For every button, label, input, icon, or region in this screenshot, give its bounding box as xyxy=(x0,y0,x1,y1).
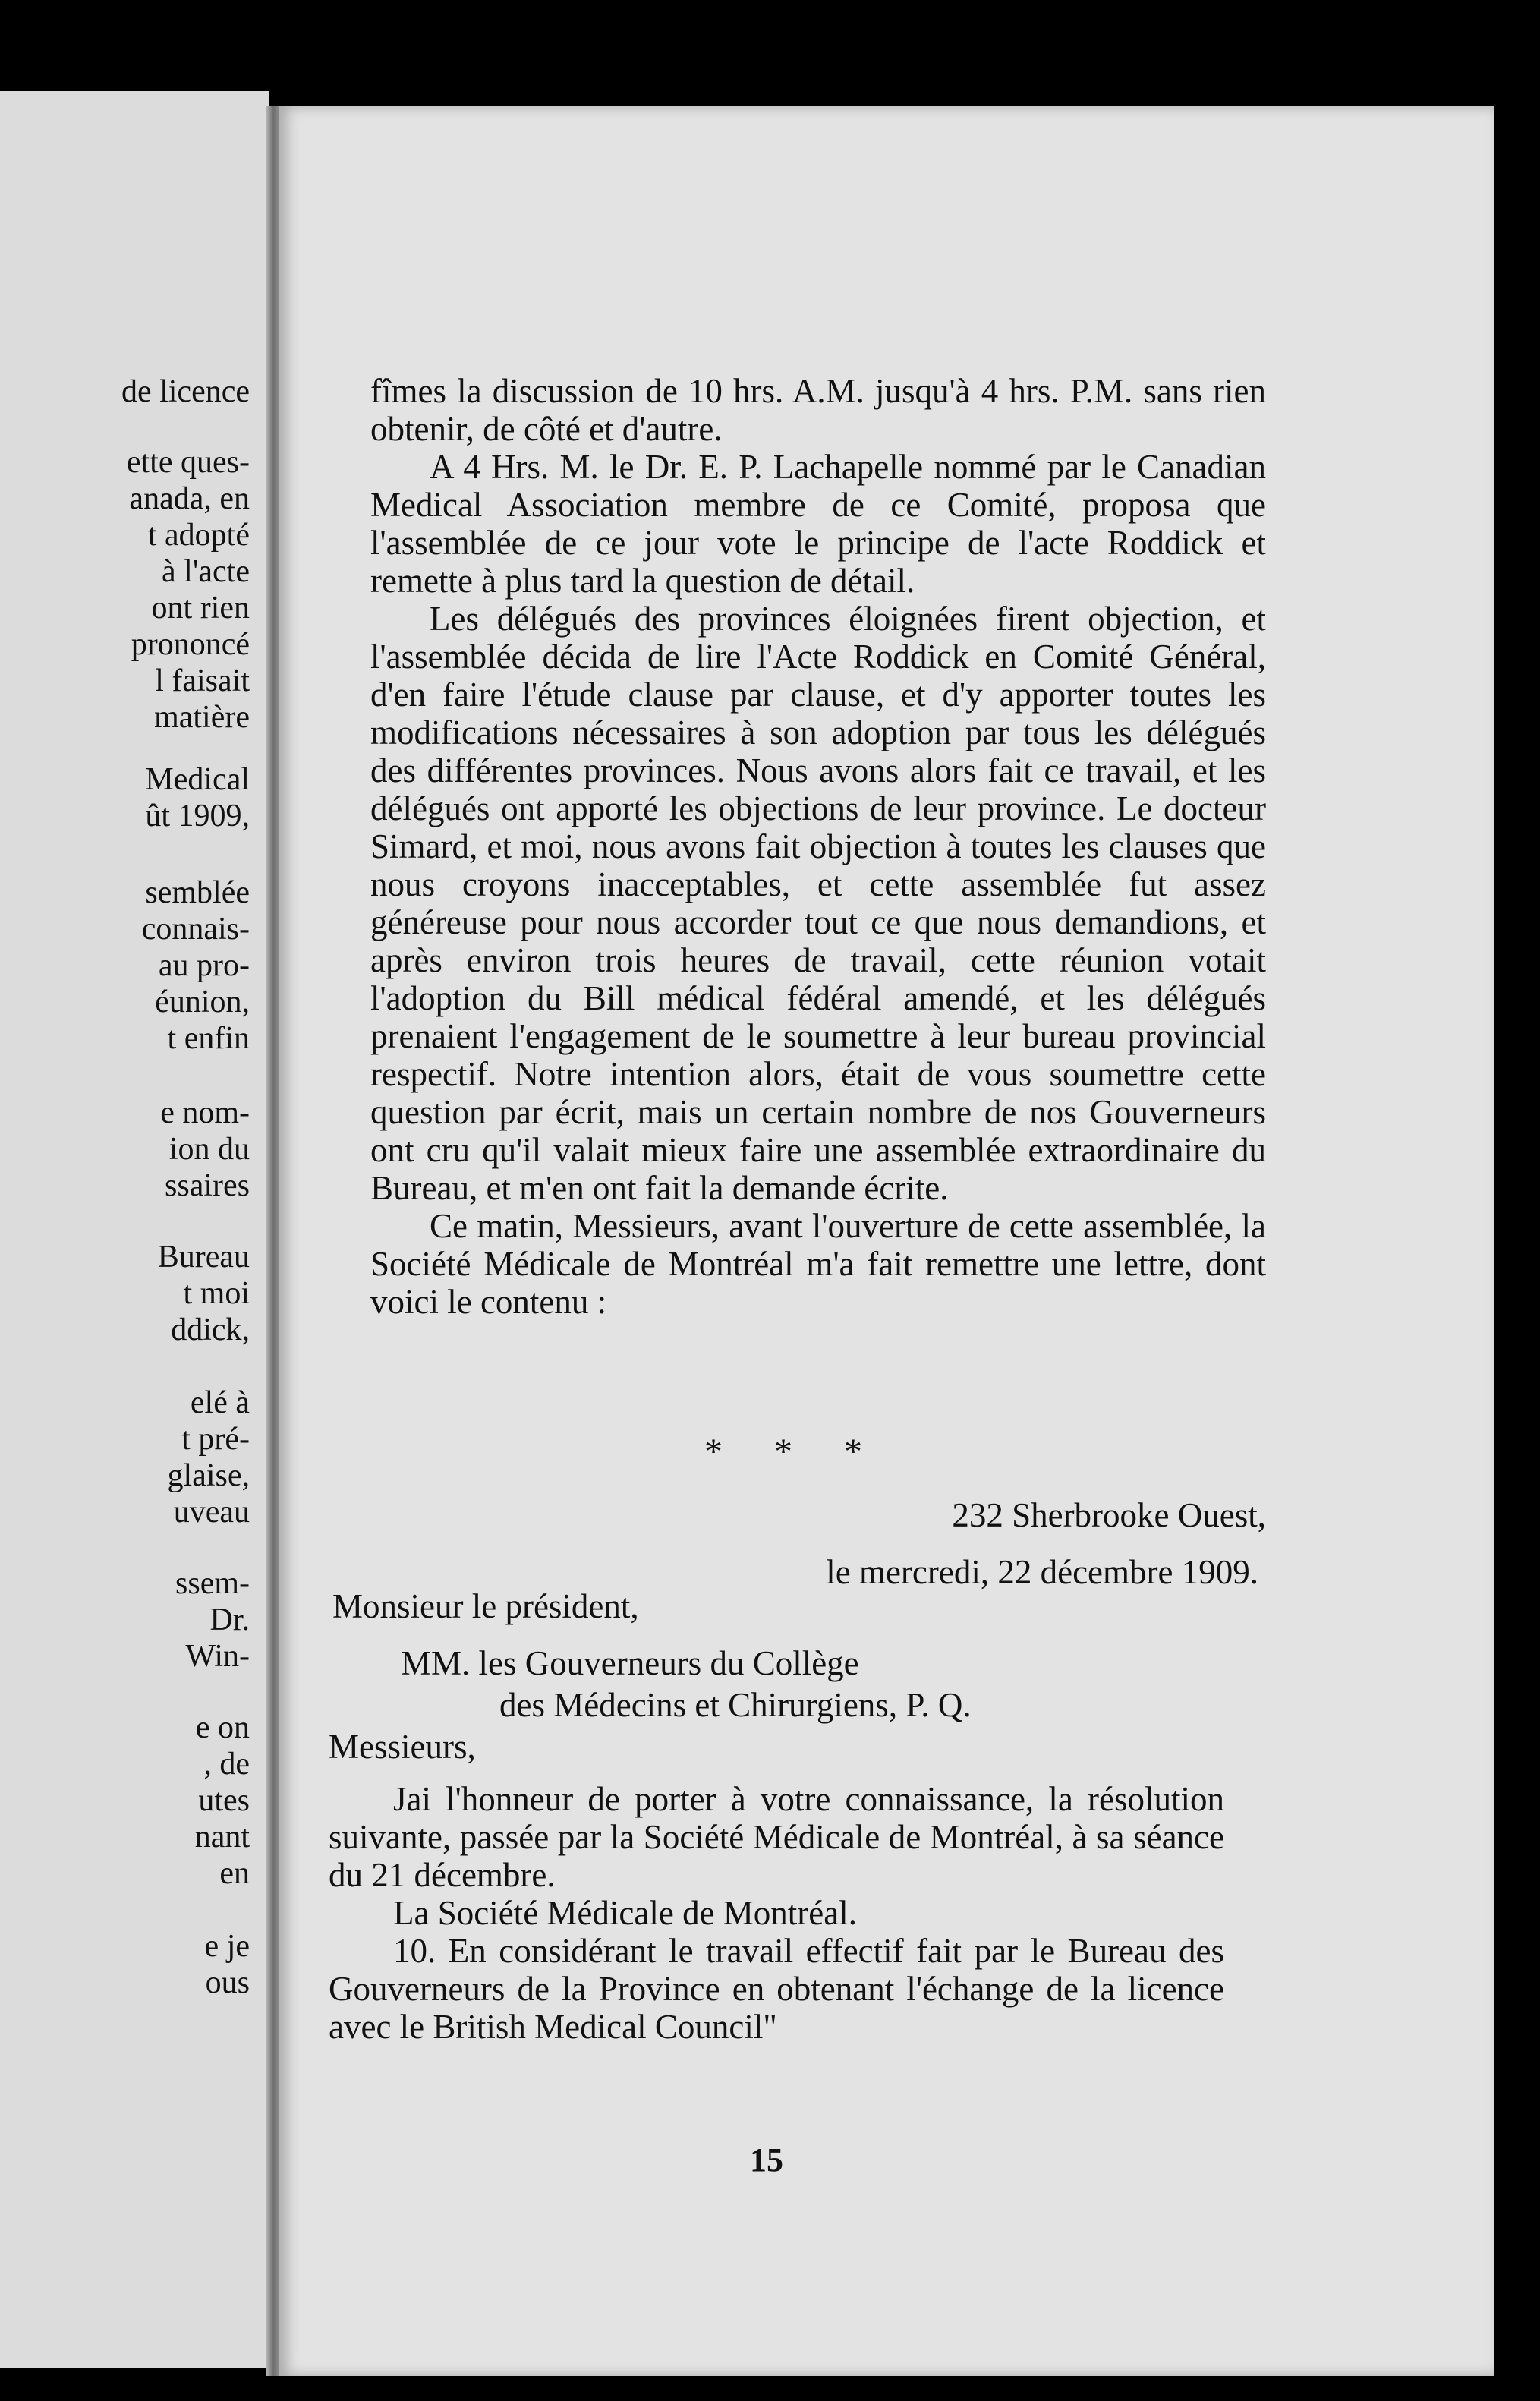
letter-date: le mercredi, 22 décembre 1909. xyxy=(826,1553,1258,1591)
paragraph: A 4 Hrs. M. le Dr. E. P. Lachapelle nommé par le Canadian Medical Association membre de ce Comité, proposa que l'assemblée de ce jour vote le principe de l'acte Roddick et remette à plus tard la question de détail. xyxy=(370,448,1266,600)
left-fragment: glaise, xyxy=(167,1458,250,1493)
left-fragment: anada, en xyxy=(129,481,250,516)
letter-greeting: Messieurs, xyxy=(329,1728,476,1766)
left-fragment: t enfin xyxy=(167,1021,250,1056)
page-number: 15 xyxy=(750,2141,783,2179)
left-fragment: semblée xyxy=(145,875,250,910)
left-fragment: e nom- xyxy=(160,1095,250,1130)
left-fragment: t pré- xyxy=(181,1422,250,1457)
letter-salutation: Monsieur le président, xyxy=(332,1587,639,1625)
left-fragment: t adopté xyxy=(147,518,250,553)
letter-recipient: MM. les Gouverneurs du Collège xyxy=(401,1644,859,1682)
left-fragment: connais- xyxy=(141,912,250,947)
left-fragment: uveau xyxy=(173,1495,250,1530)
left-fragment: elé à xyxy=(190,1385,250,1420)
left-fragment: ous xyxy=(205,1965,250,2000)
left-fragment: au pro- xyxy=(158,948,250,983)
left-fragment: t moi xyxy=(183,1276,250,1311)
left-fragment: l faisait xyxy=(155,663,250,698)
letter-recipient: des Médecins et Chirurgiens, P. Q. xyxy=(499,1686,972,1724)
left-fragment: e je xyxy=(204,1929,250,1964)
letter-body xyxy=(329,1780,1224,2046)
left-fragment: ssaires xyxy=(165,1168,250,1203)
left-fragment: Dr. xyxy=(209,1602,250,1637)
left-fragment: ût 1909, xyxy=(145,799,250,833)
left-fragment: ont rien xyxy=(151,591,250,625)
left-fragment: prononcé xyxy=(131,627,250,662)
left-fragment: en xyxy=(219,1856,250,1891)
left-fragment: Bureau xyxy=(157,1240,250,1275)
paragraph: Les délégués des provinces éloignées firent objection, et l'assemblée décida de lire l'Acte Roddick en Comité Général, d'en faire l'étude clause par clause, et d'y apporter toutes les modifications nécessaires à son adoption par tous les délégués des différentes provinces. Nous avons alors fait ce travail, et les délégués ont apporté les objections de leur province. Le docteur Simard, et moi, nous avons fait objection à toutes les clauses que nous croyons inacceptables, et cette assemblée fut assez généreuse pour nous accorder tout ce que nous demandions, et après environ trois heures de travail, cette réunion votait l'adoption du Bill médical fédéral amendé, et les délégués prenaient l'engagement de le soumettre à leur bureau provincial respectif. Notre intention alors, était de vous soumettre cette question par écrit, mais un certain nombre de nos Gouverneurs ont cru qu'il valait mieux faire une assemblée extraordinaire du Bureau, et m'en ont fait la demande écrite. xyxy=(370,600,1266,1207)
left-fragment: ddick, xyxy=(171,1312,250,1347)
paragraph: 10. En considérant le travail effectif fait par le Bureau des Gouverneurs de la Province en obtenant l'échange de la licence avec le British Medical Council" xyxy=(329,1932,1224,2046)
left-fragment: Win- xyxy=(185,1639,250,1674)
paragraph: La Société Médicale de Montréal. xyxy=(393,1894,857,1932)
section-separator: * * * xyxy=(704,1432,883,1472)
paragraph: Jai l'honneur de porter à votre connaissance, la résolution suivante, passée par la Société Médicale de Montréal, à sa séance du 21 décembre. xyxy=(329,1780,1224,1894)
left-fragment: e on xyxy=(195,1710,250,1745)
left-fragment: , de xyxy=(203,1747,250,1782)
letter-address: 232 Sherbrooke Ouest, xyxy=(952,1496,1266,1534)
main-text xyxy=(370,372,1266,1321)
left-fragment: matière xyxy=(154,700,250,735)
left-fragment: à l'acte xyxy=(162,554,250,589)
left-page xyxy=(0,91,269,2368)
paragraph: Ce matin, Messieurs, avant l'ouverture de cette assemblée, la Société Médicale de Montréal m'a fait remettre une lettre, dont voici le contenu : xyxy=(370,1207,1266,1321)
left-fragment: ion du xyxy=(168,1132,250,1167)
left-fragment: Medical xyxy=(145,762,250,797)
paragraph: fîmes la discussion de 10 hrs. A.M. jusqu'à 4 hrs. P.M. sans rien obtenir, de côté et d'autre. xyxy=(370,372,1266,448)
left-fragment: de licence xyxy=(121,374,250,409)
left-fragment: utes xyxy=(198,1783,250,1818)
left-fragment: nant xyxy=(194,1820,250,1854)
right-page xyxy=(279,106,1494,2376)
left-fragment: éunion, xyxy=(155,985,250,1019)
left-fragment: ette ques- xyxy=(126,445,250,480)
left-fragment: ssem- xyxy=(175,1566,250,1601)
